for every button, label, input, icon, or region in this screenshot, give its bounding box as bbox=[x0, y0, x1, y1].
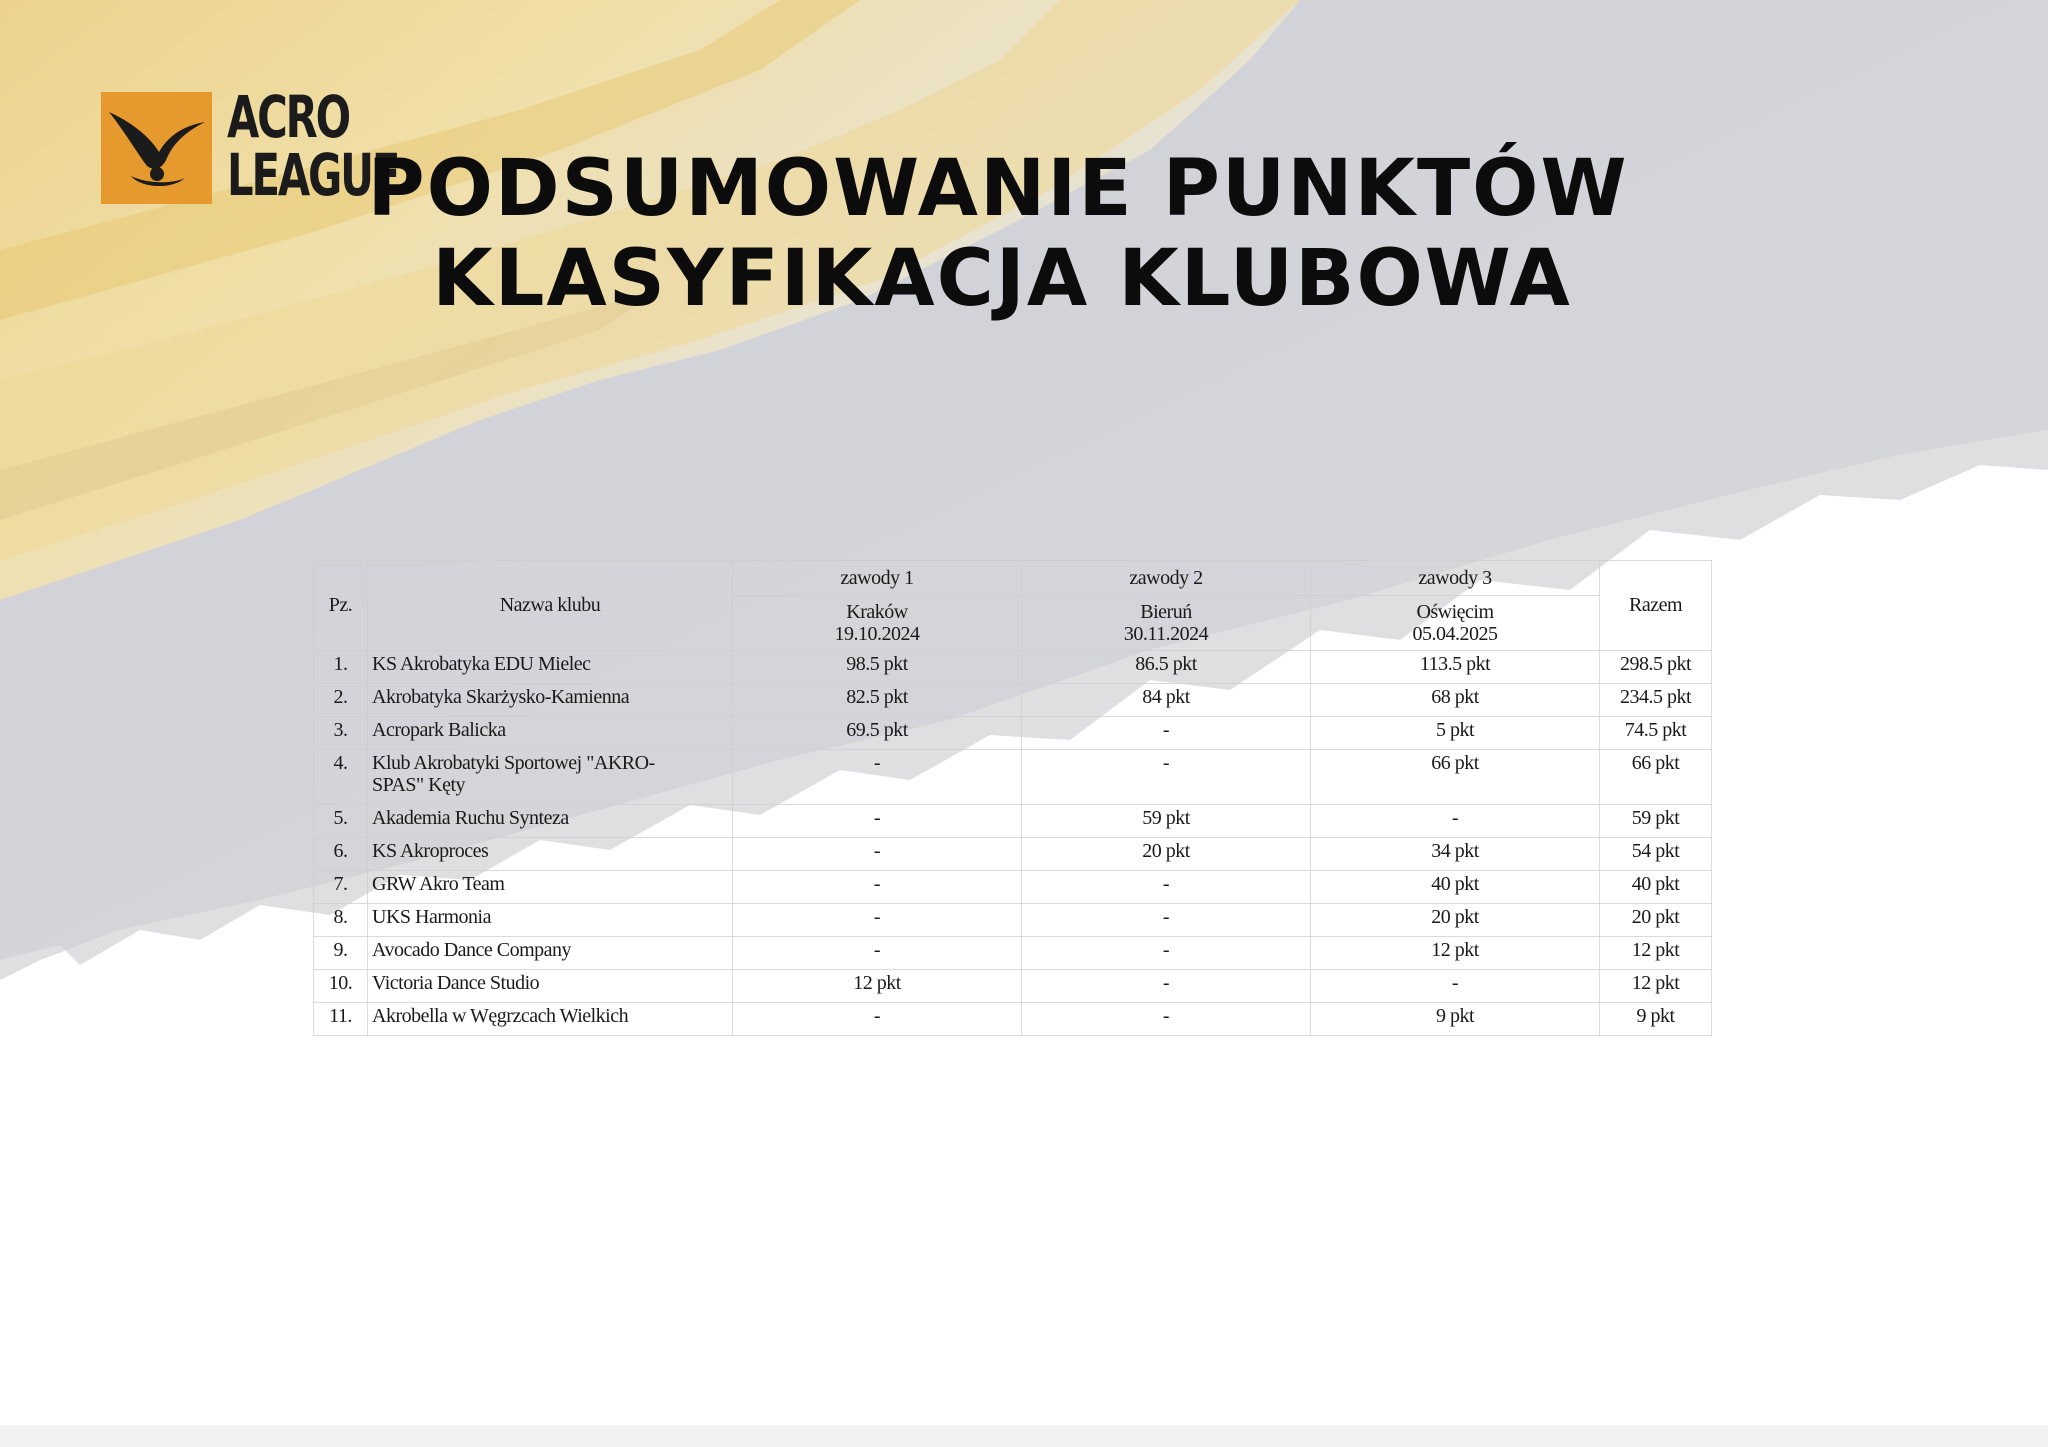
logo-line-league: LEAGUE bbox=[227, 141, 399, 209]
row-position: 9. bbox=[314, 937, 368, 970]
row-club-name: KS Akrobatyka EDU Mielec bbox=[368, 651, 733, 684]
row-event-3-points: - bbox=[1311, 805, 1600, 838]
row-club-name: KS Akroproces bbox=[368, 838, 733, 871]
row-event-3-points: 113.5 pkt bbox=[1311, 651, 1600, 684]
row-position: 2. bbox=[314, 684, 368, 717]
event-3-date: 05.04.2025 bbox=[1412, 623, 1498, 645]
row-club-name: Victoria Dance Studio bbox=[368, 970, 733, 1003]
row-club-name: Akrobella w Węgrzcach Wielkich bbox=[368, 1003, 733, 1036]
row-position: 4. bbox=[314, 750, 368, 805]
row-event-3-points: 34 pkt bbox=[1311, 838, 1600, 871]
row-event-2-points: 84 pkt bbox=[1022, 684, 1311, 717]
table-row bbox=[314, 1003, 1712, 1036]
header-event-2-venue bbox=[1022, 596, 1311, 651]
row-position: 5. bbox=[314, 805, 368, 838]
row-event-2-points: - bbox=[1022, 904, 1311, 937]
row-total-points: 298.5 pkt bbox=[1600, 651, 1712, 684]
row-event-3-points: 5 pkt bbox=[1311, 717, 1600, 750]
row-event-1-points: - bbox=[733, 937, 1022, 970]
row-event-1-points: 98.5 pkt bbox=[733, 651, 1022, 684]
row-position: 6. bbox=[314, 838, 368, 871]
row-event-2-points: - bbox=[1022, 970, 1311, 1003]
row-position: 7. bbox=[314, 871, 368, 904]
row-event-3-points: 68 pkt bbox=[1311, 684, 1600, 717]
row-event-2-points: 20 pkt bbox=[1022, 838, 1311, 871]
row-event-1-points: - bbox=[733, 904, 1022, 937]
row-total-points: 59 pkt bbox=[1600, 805, 1712, 838]
table-row bbox=[314, 970, 1712, 1003]
table-row bbox=[314, 684, 1712, 717]
row-event-1-points: 69.5 pkt bbox=[733, 717, 1022, 750]
table-row bbox=[314, 717, 1712, 750]
row-club-name-line1: Klub Akrobatyki Sportowej "AKRO- bbox=[372, 752, 655, 774]
row-event-2-points: - bbox=[1022, 1003, 1311, 1036]
row-event-3-points: 20 pkt bbox=[1311, 904, 1600, 937]
page-title-line1: PODSUMOWANIE PUNKTÓW bbox=[367, 144, 1629, 234]
row-event-1-points: - bbox=[733, 838, 1022, 871]
event-3-city: Oświęcim bbox=[1416, 601, 1494, 623]
row-event-1-points: - bbox=[733, 750, 1022, 805]
header-position: Pz. bbox=[314, 561, 368, 651]
row-club-name: GRW Akro Team bbox=[368, 871, 733, 904]
row-club-name: Acropark Balicka bbox=[368, 717, 733, 750]
header-event-3-venue bbox=[1311, 596, 1600, 651]
row-event-2-points: - bbox=[1022, 717, 1311, 750]
page-title-line2: KLASYFIKACJA KLUBOWA bbox=[432, 234, 1572, 324]
header-total: Razem bbox=[1600, 561, 1712, 651]
event-1-city: Kraków bbox=[846, 601, 908, 623]
logo-line-acro: ACRO bbox=[227, 83, 349, 151]
row-position: 8. bbox=[314, 904, 368, 937]
row-position: 3. bbox=[314, 717, 368, 750]
row-position: 1. bbox=[314, 651, 368, 684]
row-event-2-points: 86.5 pkt bbox=[1022, 651, 1311, 684]
row-club-name: Avocado Dance Company bbox=[368, 937, 733, 970]
row-event-3-points: - bbox=[1311, 970, 1600, 1003]
table-row bbox=[314, 651, 1712, 684]
row-event-1-points: - bbox=[733, 1003, 1022, 1036]
row-total-points: 40 pkt bbox=[1600, 871, 1712, 904]
header-event-2: zawody 2 bbox=[1022, 561, 1311, 596]
table-row bbox=[314, 838, 1712, 871]
club-ranking-table bbox=[313, 560, 1712, 1036]
header-club-name: Nazwa klubu bbox=[368, 561, 733, 651]
row-total-points: 54 pkt bbox=[1600, 838, 1712, 871]
table-row bbox=[314, 871, 1712, 904]
row-event-1-points: 82.5 pkt bbox=[733, 684, 1022, 717]
row-event-2-points: - bbox=[1022, 750, 1311, 805]
table-row bbox=[314, 750, 1712, 805]
row-total-points: 66 pkt bbox=[1600, 750, 1712, 805]
event-1-date: 19.10.2024 bbox=[834, 623, 920, 645]
row-club-name bbox=[368, 750, 733, 805]
row-event-3-points: 12 pkt bbox=[1311, 937, 1600, 970]
row-total-points: 234.5 pkt bbox=[1600, 684, 1712, 717]
table-row bbox=[314, 904, 1712, 937]
table-row bbox=[314, 805, 1712, 838]
row-position: 10. bbox=[314, 970, 368, 1003]
row-event-3-points: 40 pkt bbox=[1311, 871, 1600, 904]
row-event-1-points: 12 pkt bbox=[733, 970, 1022, 1003]
row-total-points: 9 pkt bbox=[1600, 1003, 1712, 1036]
row-event-2-points: 59 pkt bbox=[1022, 805, 1311, 838]
header-event-1-venue bbox=[733, 596, 1022, 651]
row-club-name: UKS Harmonia bbox=[368, 904, 733, 937]
event-2-date: 30.11.2024 bbox=[1123, 623, 1209, 645]
row-event-2-points: - bbox=[1022, 871, 1311, 904]
table-row bbox=[314, 937, 1712, 970]
row-total-points: 12 pkt bbox=[1600, 970, 1712, 1003]
row-event-1-points: - bbox=[733, 871, 1022, 904]
row-club-name: Akademia Ruchu Synteza bbox=[368, 805, 733, 838]
event-2-city: Bieruń bbox=[1140, 601, 1192, 623]
row-position: 11. bbox=[314, 1003, 368, 1036]
row-event-2-points: - bbox=[1022, 937, 1311, 970]
row-event-1-points: - bbox=[733, 805, 1022, 838]
row-total-points: 20 pkt bbox=[1600, 904, 1712, 937]
row-club-name-line2: SPAS" Kęty bbox=[372, 774, 466, 796]
table-header-row bbox=[314, 561, 1712, 596]
row-event-3-points: 66 pkt bbox=[1311, 750, 1600, 805]
header-event-3: zawody 3 bbox=[1311, 561, 1600, 596]
row-event-3-points: 9 pkt bbox=[1311, 1003, 1600, 1036]
header-event-1: zawody 1 bbox=[733, 561, 1022, 596]
row-total-points: 12 pkt bbox=[1600, 937, 1712, 970]
row-total-points: 74.5 pkt bbox=[1600, 717, 1712, 750]
row-club-name: Akrobatyka Skarżysko-Kamienna bbox=[368, 684, 733, 717]
